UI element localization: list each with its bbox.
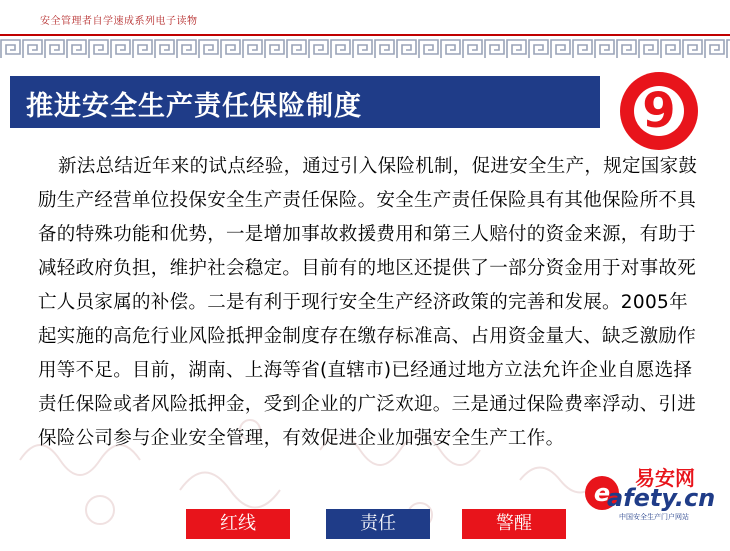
header-divider: [0, 34, 730, 36]
fret-pattern-border: [0, 38, 730, 60]
safety-cn-logo: [585, 462, 725, 522]
logo-subtitle: 中国安全生产门户网站: [619, 513, 689, 521]
title-bar: [10, 76, 600, 128]
series-header-text: 安全管理者自学速成系列电子读物: [40, 16, 198, 27]
redline-button[interactable]: 红线: [186, 509, 290, 539]
alert-button[interactable]: 警醒: [462, 509, 566, 539]
number-badge: [620, 72, 698, 150]
page-title: 推进安全生产责任保险制度: [26, 91, 362, 122]
logo-e-icon: e: [585, 476, 619, 510]
badge-number: 9: [642, 83, 676, 139]
body-paragraph: 新法总结近年来的试点经验，通过引入保险机制，促进安全生产，规定国家鼓励生产经营单位投保安全生产责任保险。安全生产责任保险具有其他保险所不具备的特殊功能和优势，一是增加事故救援费用和第三人赔付的资金来源，有助于减轻政府负担，维护社会稳定。目前有的地区还提供了一部分资金用于对事故死亡人员家属的补偿。二是有利于现行安全生产经济政策的完善和发展。2005年起实施的高危行业风险抵押金制度存在缴存标准高、占用资金量大、缺乏激励作用等不足。目前，湖南、上海等省(直辖市)已经通过地方立法允许企业自愿选择责任保险或者风险抵押金，受到企业的广泛欢迎。三是通过保险费率浮动、引进保险公司参与企业安全管理，有效促进企业加强安全生产工作。: [38, 156, 698, 449]
top-header-bar: [0, 0, 730, 36]
logo-en-text: afety.cn: [607, 484, 716, 512]
logo-cn-text: 易安网: [635, 466, 695, 490]
responsibility-button[interactable]: 责任: [326, 509, 430, 539]
